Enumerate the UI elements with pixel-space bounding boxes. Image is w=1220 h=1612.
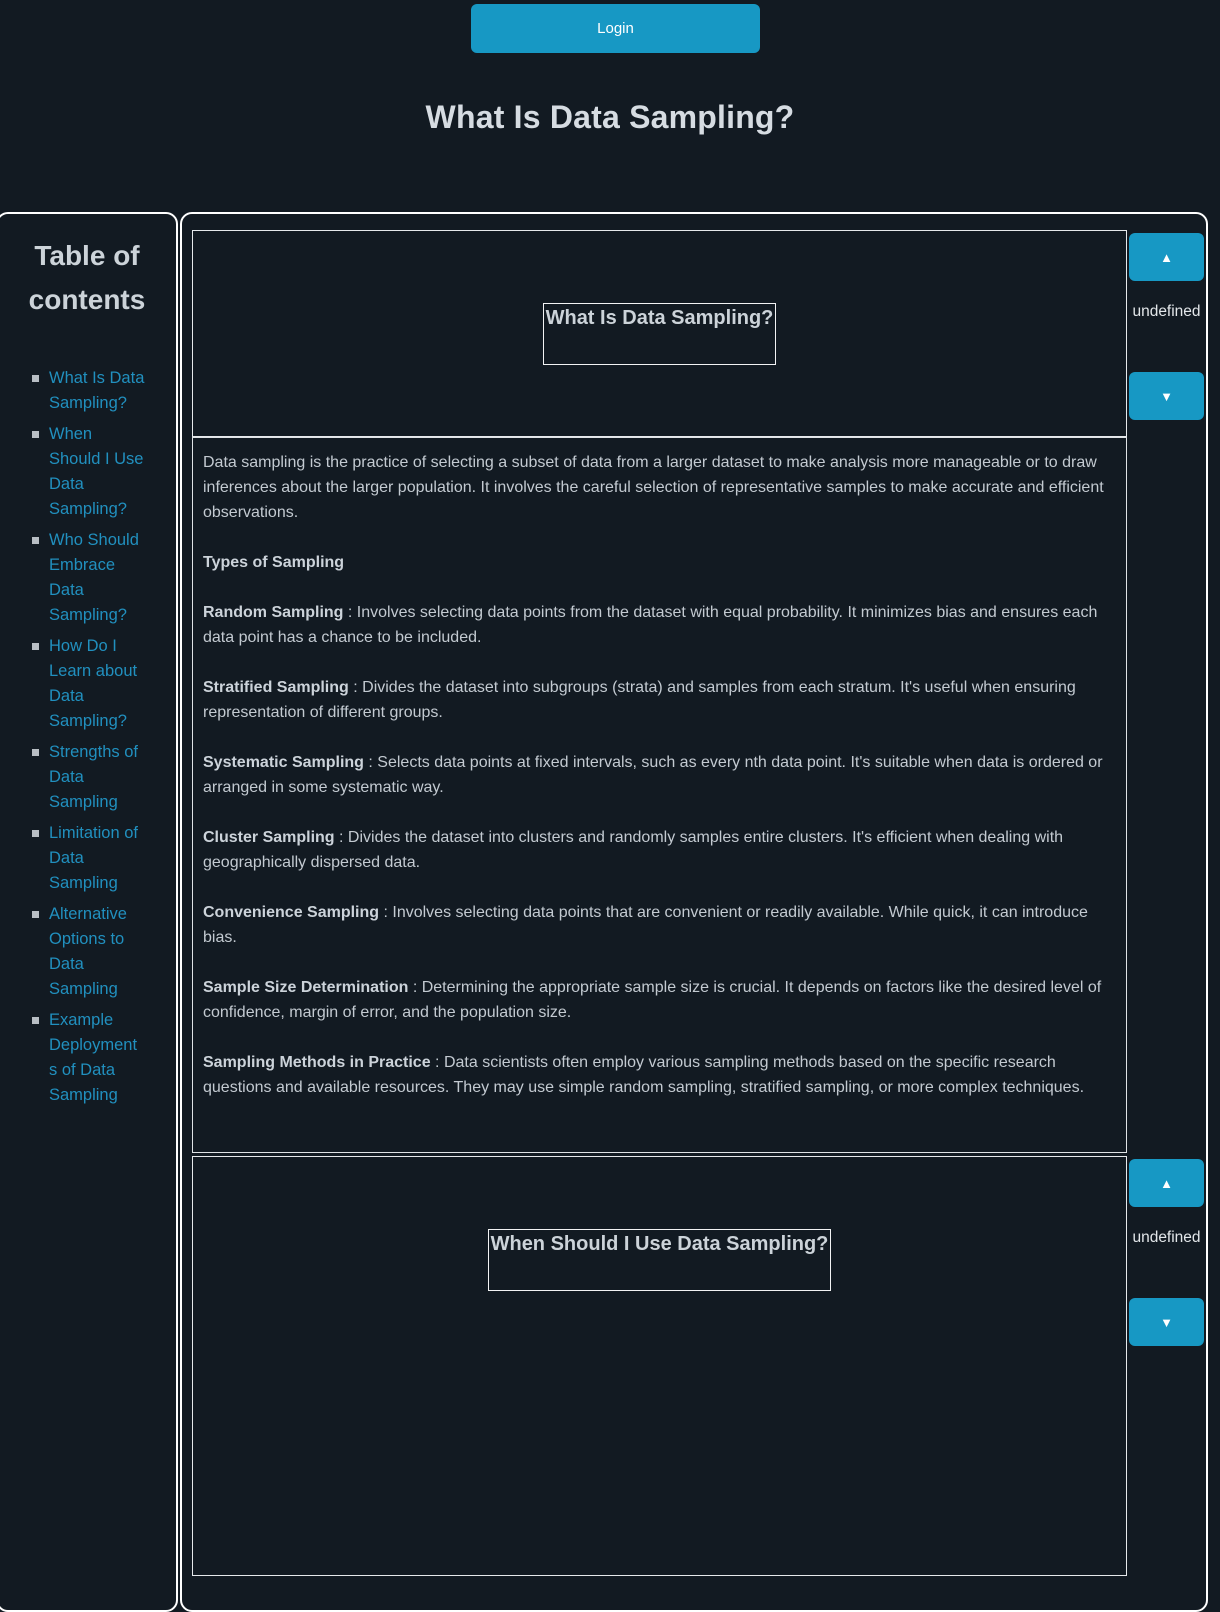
paragraph-lead: Cluster Sampling (203, 829, 335, 846)
paragraph-lead: Types of Sampling (203, 554, 345, 571)
paragraph-text: : Divides the dataset into clusters and randomly samples entire clusters. It's efficient when dealing with geographically dispersed data. (203, 829, 1064, 871)
toc-item (49, 1008, 145, 1108)
toc-link[interactable]: Limitation of Data Sampling (49, 824, 138, 892)
heading-field-2[interactable]: When Should I Use Data Sampling? (488, 1229, 832, 1291)
toc-item (49, 634, 145, 734)
toc-link[interactable]: Example Deployments of Data Sampling (49, 1011, 138, 1104)
toc-link[interactable]: How Do I Learn about Data Sampling? (49, 637, 138, 730)
toc-title: Table of contents (28, 240, 146, 315)
richtext-paragraph (203, 825, 1116, 875)
richtext-paragraph (203, 750, 1116, 800)
toc-item (49, 366, 145, 416)
paragraph-lead: Stratified Sampling (203, 679, 349, 696)
heading-block-row (192, 230, 1206, 437)
toc-item (49, 821, 145, 896)
toc-item (49, 902, 145, 1002)
move-down-button[interactable] (1129, 372, 1204, 420)
table-of-contents-panel (0, 212, 178, 1612)
heading-block-2 (192, 1156, 1127, 1576)
toc-link[interactable]: Who Should Embrace Data Sampling? (49, 531, 139, 624)
arrow-down-icon: ▼ (1160, 388, 1173, 404)
paragraph-text: Data sampling is the practice of selecting a subset of data from a larger dataset to make analysis more manageable or to draw inferences about the larger population. It involves the careful selection of representative samples to make accurate and efficient observations. (203, 454, 1104, 521)
paragraph-lead: Sampling Methods in Practice (203, 1054, 431, 1071)
paragraph-lead: Systematic Sampling (203, 754, 364, 771)
toc-item (49, 528, 145, 628)
toc-list (0, 366, 176, 1108)
block-controls-2 (1127, 1156, 1206, 1576)
richtext-paragraph (203, 1050, 1116, 1100)
toc-item (49, 740, 145, 815)
login-button[interactable]: Login (471, 4, 760, 53)
paragraph-text: : Determining the appropriate sample size is crucial. It depends on factors like the desired level of confidence, margin of error, and the population size. (203, 979, 1102, 1021)
toc-item (49, 422, 145, 522)
heading-field-1[interactable]: What Is Data Sampling? (543, 303, 777, 365)
toc-link[interactable]: Strengths of Data Sampling (49, 743, 138, 811)
toc-link[interactable]: What Is Data Sampling? (49, 369, 145, 412)
move-up-button[interactable] (1129, 1159, 1204, 1207)
richtext-paragraph (203, 550, 1116, 575)
heading-block-1 (192, 230, 1127, 437)
richtext-paragraph (203, 600, 1116, 650)
toc-link[interactable]: Alternative Options to Data Sampling (49, 905, 127, 998)
paragraph-text: : Involves selecting data points from the dataset with equal probability. It minimizes bias and ensures each data point has a chance to be included. (203, 604, 1098, 646)
richtext-paragraph (203, 900, 1116, 950)
richtext-block-row (192, 437, 1206, 1153)
paragraph-lead: Convenience Sampling (203, 904, 380, 921)
page-title: What Is Data Sampling? (425, 99, 795, 135)
paragraph-text: : Involves selecting data points that are convenient or readily available. While quick, it can introduce bias. (203, 904, 1088, 946)
heading-block-row-2 (192, 1156, 1206, 1576)
move-up-button[interactable] (1129, 233, 1204, 281)
move-down-button[interactable] (1129, 1298, 1204, 1346)
arrow-down-icon: ▼ (1160, 1314, 1173, 1330)
block-label: undefined (1132, 303, 1201, 320)
richtext-paragraph (203, 450, 1116, 525)
arrow-up-icon: ▲ (1160, 1175, 1173, 1191)
richtext-paragraph (203, 975, 1116, 1025)
paragraph-text: : Data scientists often employ various sampling methods based on the specific research questions and available resources. They may use simple random sampling, stratified sampling, or more complex techniques. (203, 1054, 1085, 1096)
paragraph-text: : Selects data points at fixed intervals, such as every nth data point. It's suitable when data is ordered or arranged in some systematic way. (203, 754, 1103, 796)
block-controls-1 (1127, 230, 1206, 437)
richtext-paragraph (203, 675, 1116, 725)
toc-link[interactable]: When Should I Use Data Sampling? (49, 425, 144, 518)
arrow-up-icon: ▲ (1160, 249, 1173, 265)
content-panel (180, 212, 1208, 1612)
block-label: undefined (1132, 1229, 1201, 1246)
paragraph-text: : Divides the dataset into subgroups (strata) and samples from each stratum. It's useful when ensuring representation of different groups. (203, 679, 1076, 721)
paragraph-lead: Random Sampling (203, 604, 344, 621)
richtext-block[interactable] (192, 437, 1127, 1153)
paragraph-lead: Sample Size Determination (203, 979, 409, 996)
